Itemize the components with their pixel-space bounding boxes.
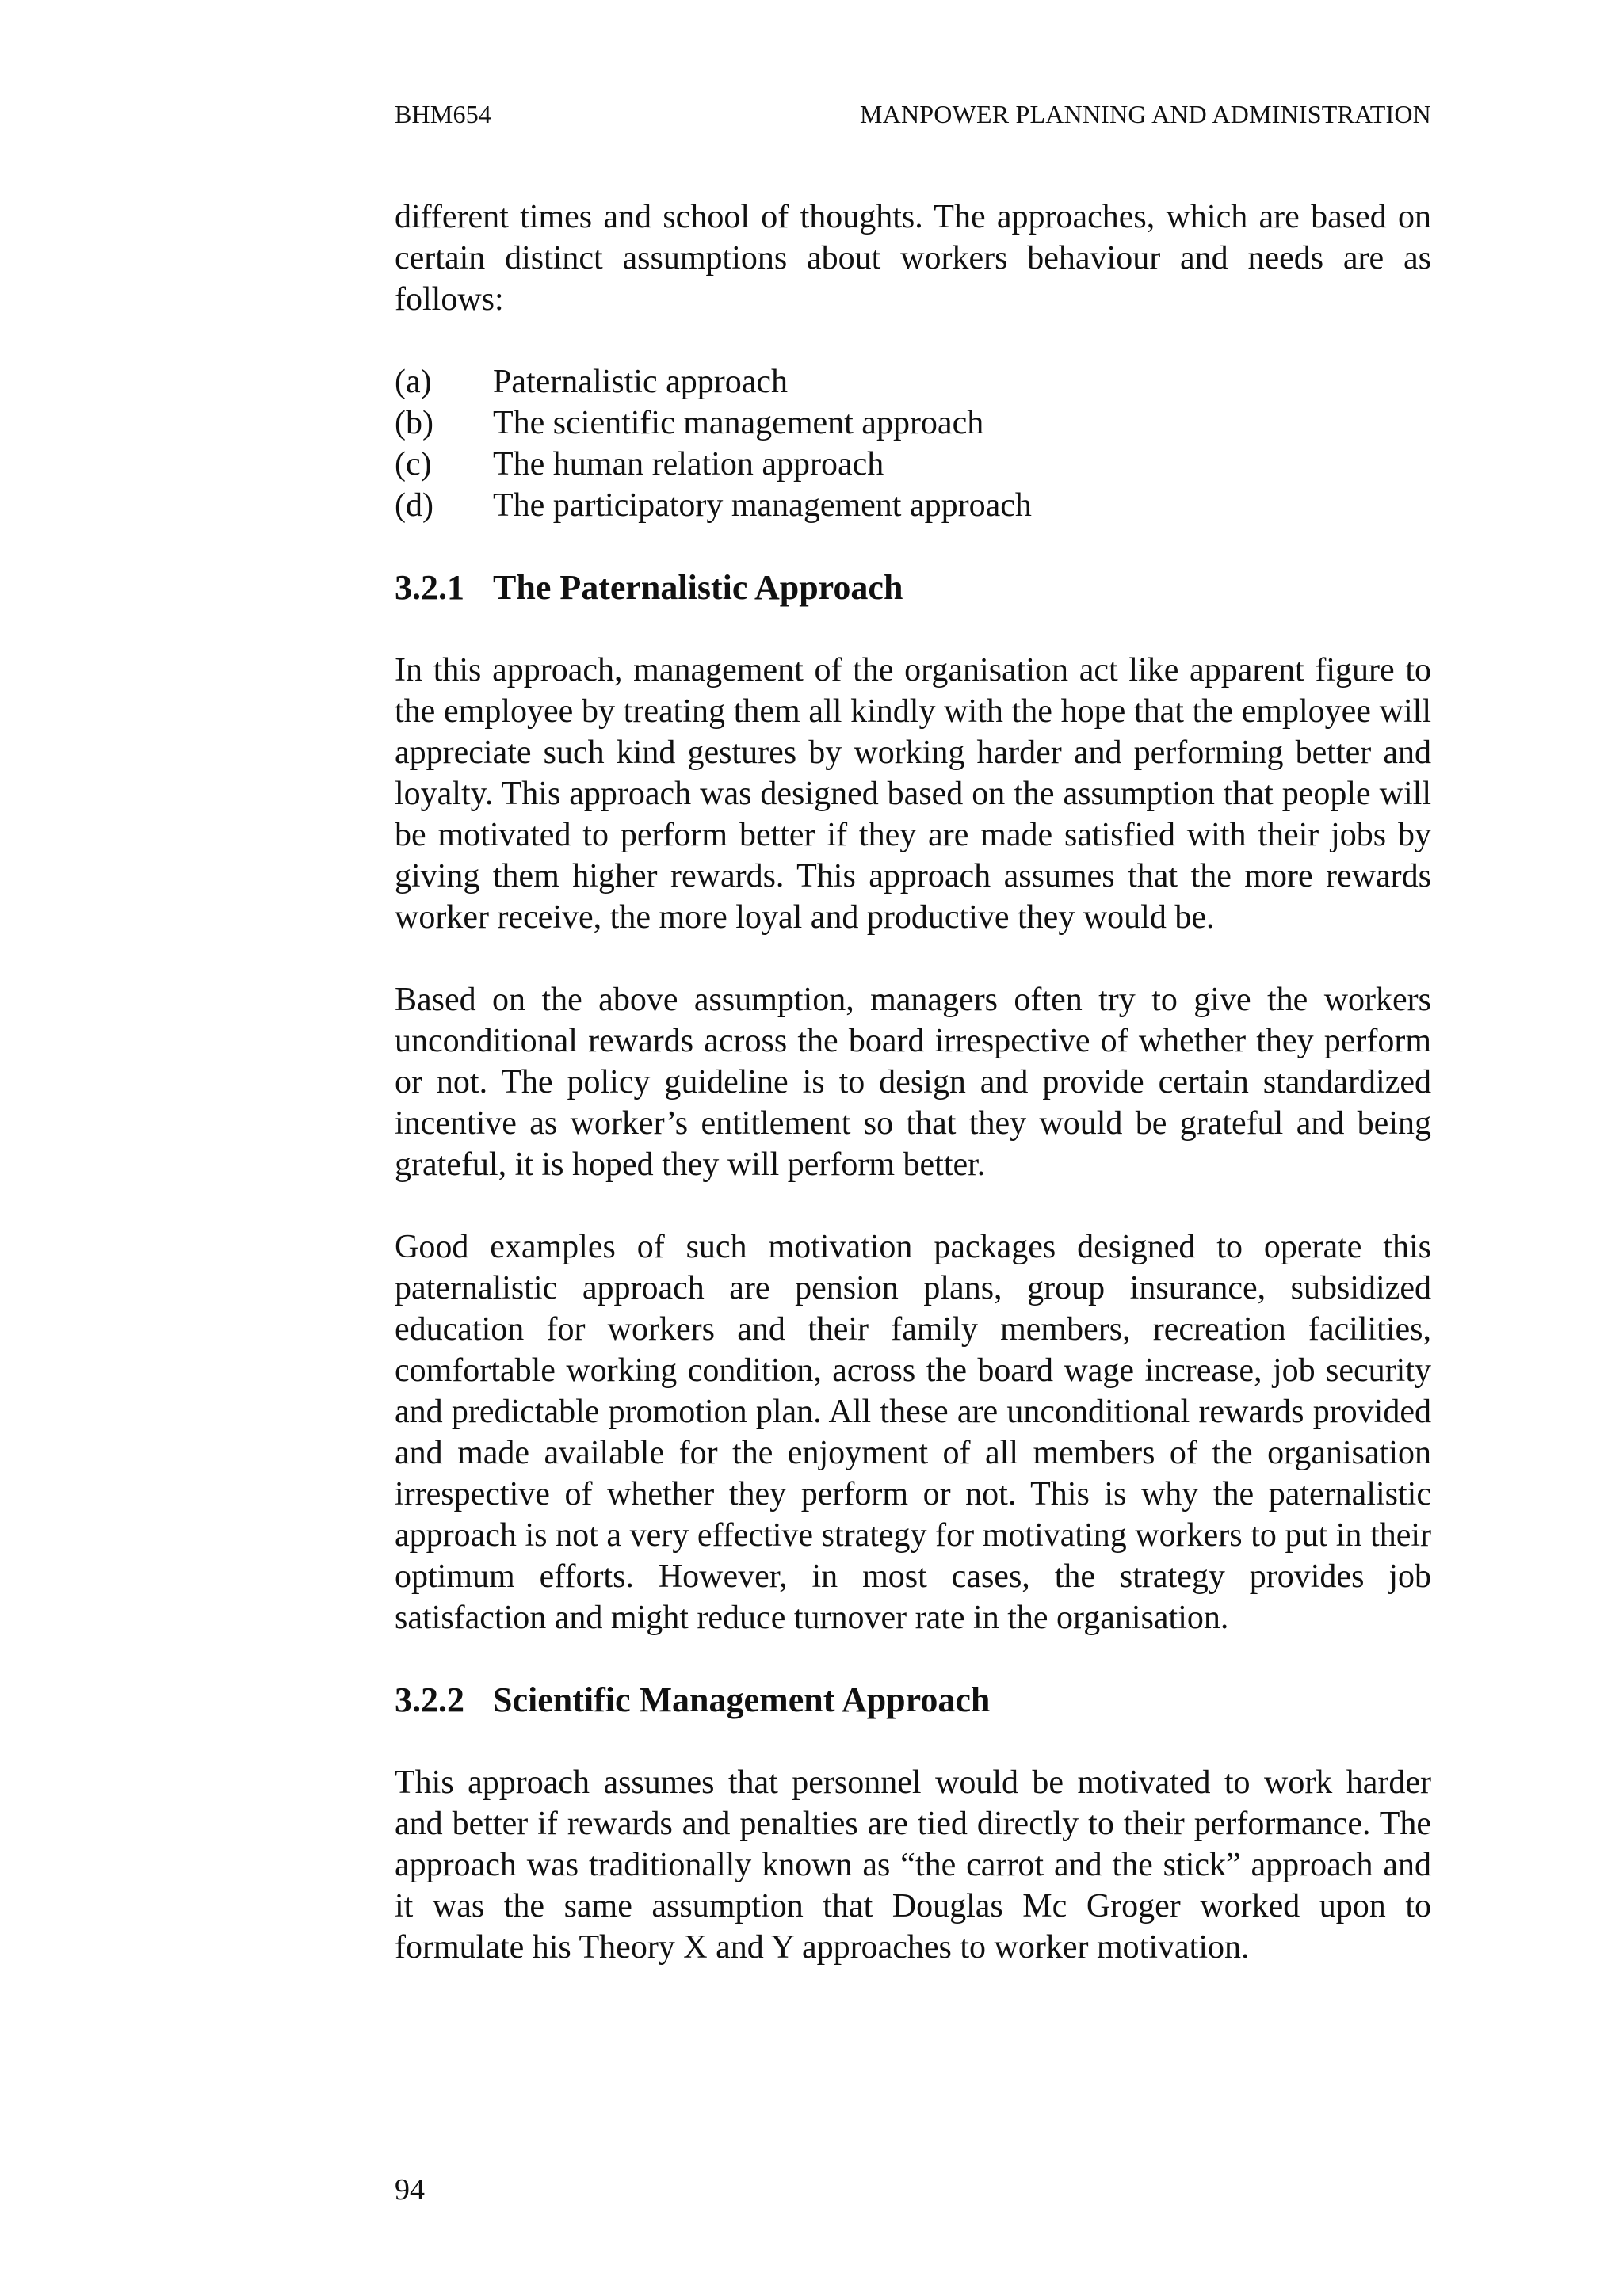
section-title: Scientific Management Approach	[493, 1680, 991, 1719]
list-marker: (a)	[395, 364, 432, 400]
approaches-list	[395, 361, 1431, 526]
page-body	[395, 196, 1431, 1968]
section-title: The Paternalistic Approach	[493, 568, 903, 607]
list-item	[395, 402, 1431, 444]
section-number: 3.2.2	[395, 1680, 464, 1719]
list-item-text: The scientific management approach	[493, 405, 984, 441]
section-heading-scientific	[395, 1680, 1431, 1721]
list-marker: (d)	[395, 487, 433, 524]
list-marker: (c)	[395, 446, 432, 482]
list-item	[395, 444, 1431, 485]
course-code: BHM654	[395, 100, 492, 128]
page-number: 94	[395, 2173, 425, 2206]
list-item-text: The human relation approach	[493, 446, 884, 482]
list-item	[395, 361, 1431, 402]
section-number: 3.2.1	[395, 568, 464, 607]
list-item-text: Paternalistic approach	[493, 364, 789, 400]
section-heading-paternalistic	[395, 567, 1431, 608]
course-title: MANPOWER PLANNING AND ADMINISTRATION	[860, 100, 1431, 128]
running-header	[395, 98, 1431, 130]
body-paragraph: In this approach, management of the organisation act like apparent figure to the employee by treating them all kindly with the hope that the employee will appreciate such kind gestures by working harder and performing better and loyalty. This approach was designed based on the assumption that people will be motivated to perform better if they are made satisfied with their jobs by giving them higher rewards. This approach assumes that the more rewards worker receive, the more loyal and productive they would be.	[395, 652, 1431, 936]
body-paragraph: Based on the above assumption, managers often try to give the workers unconditional rewards across the board irrespective of whether they perform or not. The policy guideline is to design and provide certain standardized incentive as worker’s entitlement so that they would be grateful and being grateful, it is hoped they will perform better.	[395, 982, 1431, 1183]
list-item-text: The participatory management approach	[493, 487, 1032, 524]
list-item	[395, 485, 1431, 526]
intro-paragraph: different times and school of thoughts. The approaches, which are based on certain distinct assumptions about workers behaviour and needs are as follows:	[395, 199, 1431, 318]
body-paragraph: This approach assumes that personnel would be motivated to work harder and better if rewards and penalties are tied directly to their performance. The approach was traditionally known as “the carrot and the stick” approach and it was the same assumption that Douglas Mc Groger worked upon to formulate his Theory X and Y approaches to worker motivation.	[395, 1764, 1431, 1966]
list-marker: (b)	[395, 405, 433, 441]
body-paragraph: Good examples of such motivation packages designed to operate this paternalistic approach are pension plans, group insurance, subsidized education for workers and their family members, recreation facilities, comfortable working condition, across the board wage increase, job security and predictable promotion plan. All these are unconditional rewards provided and made available for the enjoyment of all members of the organisation irrespective of whether they perform or not. This is why the paternalistic approach is not a very effective strategy for motivating workers to put in their optimum efforts. However, in most cases, the strategy provides job satisfaction and might reduce turnover rate in the organisation.	[395, 1229, 1431, 1636]
